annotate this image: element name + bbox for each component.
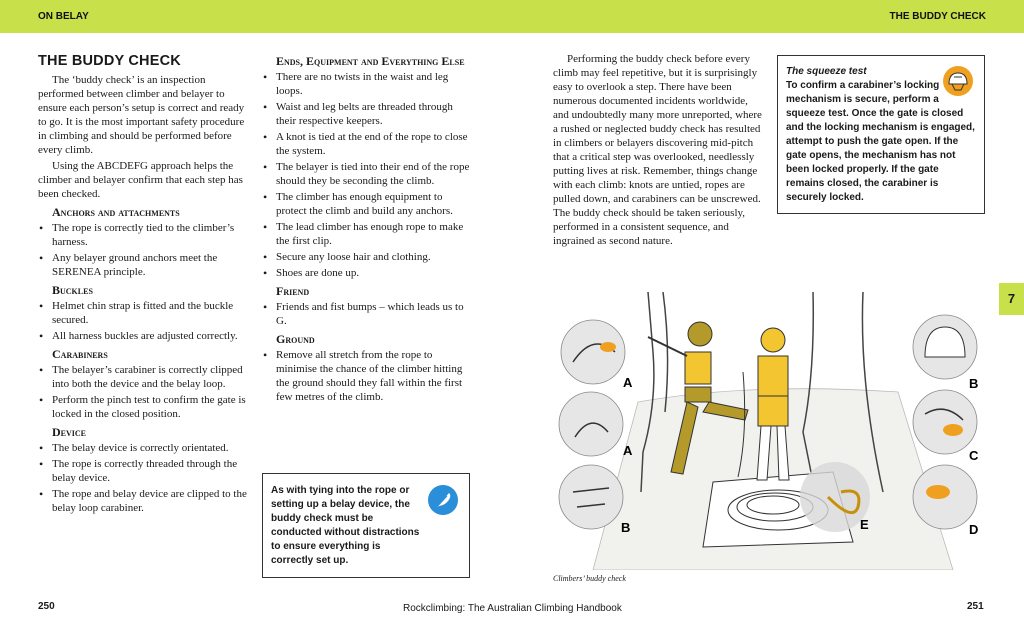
figure-caption: Climbers’ buddy check bbox=[553, 574, 626, 583]
header-left-label: ON BELAY bbox=[38, 11, 89, 22]
label-b-right: B bbox=[969, 376, 979, 391]
list-item: • Secure any loose hair and clothing. bbox=[276, 250, 472, 264]
intro-paragraph: The ‘buddy check’ is an inspection performed between climber and belayer to ensure each person’s setup is correct and ready to go. It is the most important safety procedure in climbing and should be performed before every climb. bbox=[38, 74, 245, 156]
label-c: C bbox=[969, 448, 979, 463]
middle-column bbox=[262, 54, 472, 406]
tip-title: The squeeze test bbox=[786, 66, 867, 77]
tip-text: To confirm a carabiner’s locking mechanism is secure, perform a squeeze test. Once the gate is closed and the locking mechanism is engaged, attempt to push the gate open. If the gate opens, the mechanism has not been locked properly. If the gate remains closed, the carabiner is securely locked. bbox=[786, 80, 975, 203]
page-title: THE BUDDY CHECK bbox=[38, 53, 181, 69]
list-item: • Perform the pinch test to confirm the gate is locked in the closed position. bbox=[52, 393, 250, 421]
label-d: D bbox=[969, 522, 979, 537]
list-carabiners bbox=[38, 363, 250, 421]
list-item: • Any belayer ground anchors meet the SERENEA principle. bbox=[52, 251, 250, 279]
list-item: • The lead climber has enough rope to make the first clip. bbox=[276, 220, 472, 248]
list-item: • A knot is tied at the end of the rope to close the system. bbox=[276, 130, 472, 158]
list-item: • The belay device is correctly orientated. bbox=[52, 441, 250, 455]
label-a-mid: A bbox=[623, 443, 633, 458]
list-friend bbox=[262, 300, 472, 328]
chapter-tab: 7 bbox=[999, 283, 1024, 315]
feather-icon bbox=[427, 484, 459, 516]
list-item: • The rope and belay device are clipped to the belay loop carabiner. bbox=[52, 487, 250, 515]
list-ends bbox=[262, 70, 472, 280]
header-right-label: THE BUDDY CHECK bbox=[889, 11, 986, 22]
label-e: E bbox=[860, 517, 869, 532]
list-item: • The rope is correctly threaded through the belay device. bbox=[52, 457, 250, 485]
page-number-right: 251 bbox=[967, 601, 984, 612]
squeeze-test-box bbox=[777, 55, 985, 214]
list-item: • All harness buckles are adjusted correctly. bbox=[52, 329, 250, 343]
list-ground bbox=[262, 348, 472, 404]
right-text-column bbox=[553, 52, 765, 250]
list-item: • The climber has enough equipment to protect the climb and build any anchors. bbox=[276, 190, 472, 218]
subheading-carabiners: Carabiners bbox=[52, 347, 108, 361]
list-item: • Friends and fist bumps – which leads us to G. bbox=[276, 300, 472, 328]
list-item: • Remove all stretch from the rope to minimise the chance of the climber hitting the ground should they fall within the first few metres of the climb. bbox=[276, 348, 472, 404]
list-buckles bbox=[38, 299, 250, 343]
subheading-ends: Ends, Equipment and Everything Else bbox=[276, 54, 465, 68]
subheading-buckles: Buckles bbox=[52, 283, 93, 297]
buddy-check-illustration bbox=[553, 292, 990, 570]
list-item: • Waist and leg belts are threaded through their respective keepers. bbox=[276, 100, 472, 128]
subheading-ground: Ground bbox=[276, 332, 315, 346]
abcdefg-paragraph: Using the ABCDEFG approach helps the climber and belayer confirm that each step has been checked. bbox=[38, 160, 243, 200]
label-a-top: A bbox=[623, 375, 633, 390]
header-bar bbox=[0, 0, 1024, 33]
list-item: • Shoes are done up. bbox=[276, 266, 472, 280]
list-device bbox=[38, 441, 250, 515]
subheading-device: Device bbox=[52, 425, 87, 439]
list-item: • Helmet chin strap is fitted and the buckle secured. bbox=[52, 299, 250, 327]
buddy-check-paragraph: Performing the buddy check before every climb may feel repetitive, but it is surprisingly easy to overlook a step. There have been numerous documented incidents worldwide, and undoubtedly many more unreported, where a rushed or neglected buddy check has resulted in climbers or belayers discovering mid-pitch that a critical step was overlooked, needlessly putting lives at risk. Remember, things change with each climb: knots are untied, ropes are pulled down, and carabiners can be unscrewed. The buddy check should be taken seriously, performed in a consistent sequence, and ingrained as second nature. bbox=[553, 53, 762, 247]
distraction-note-box bbox=[262, 473, 470, 578]
list-item: • There are no twists in the waist and leg loops. bbox=[276, 70, 472, 98]
list-item: • The belayer is tied into their end of the rope should they be seconding the climb. bbox=[276, 160, 472, 188]
book-title-footer: Rockclimbing: The Australian Climbing Handbook bbox=[403, 603, 622, 614]
label-b-left: B bbox=[621, 520, 631, 535]
note-text: As with tying into the rope or setting up a belay device, the buddy check must be conducted without distractions to ensure everything is correctly set up. bbox=[271, 485, 420, 566]
page-number-left: 250 bbox=[38, 601, 55, 612]
subheading-anchors: Anchors and attachments bbox=[52, 205, 180, 219]
list-anchors bbox=[38, 221, 250, 279]
left-column bbox=[38, 52, 250, 517]
list-item: • The rope is correctly tied to the climber’s harness. bbox=[52, 221, 250, 249]
subheading-friend: Friend bbox=[276, 284, 310, 298]
helmet-icon bbox=[942, 65, 974, 97]
list-item: • The belayer’s carabiner is correctly clipped into both the device and the belay loop. bbox=[52, 363, 250, 391]
